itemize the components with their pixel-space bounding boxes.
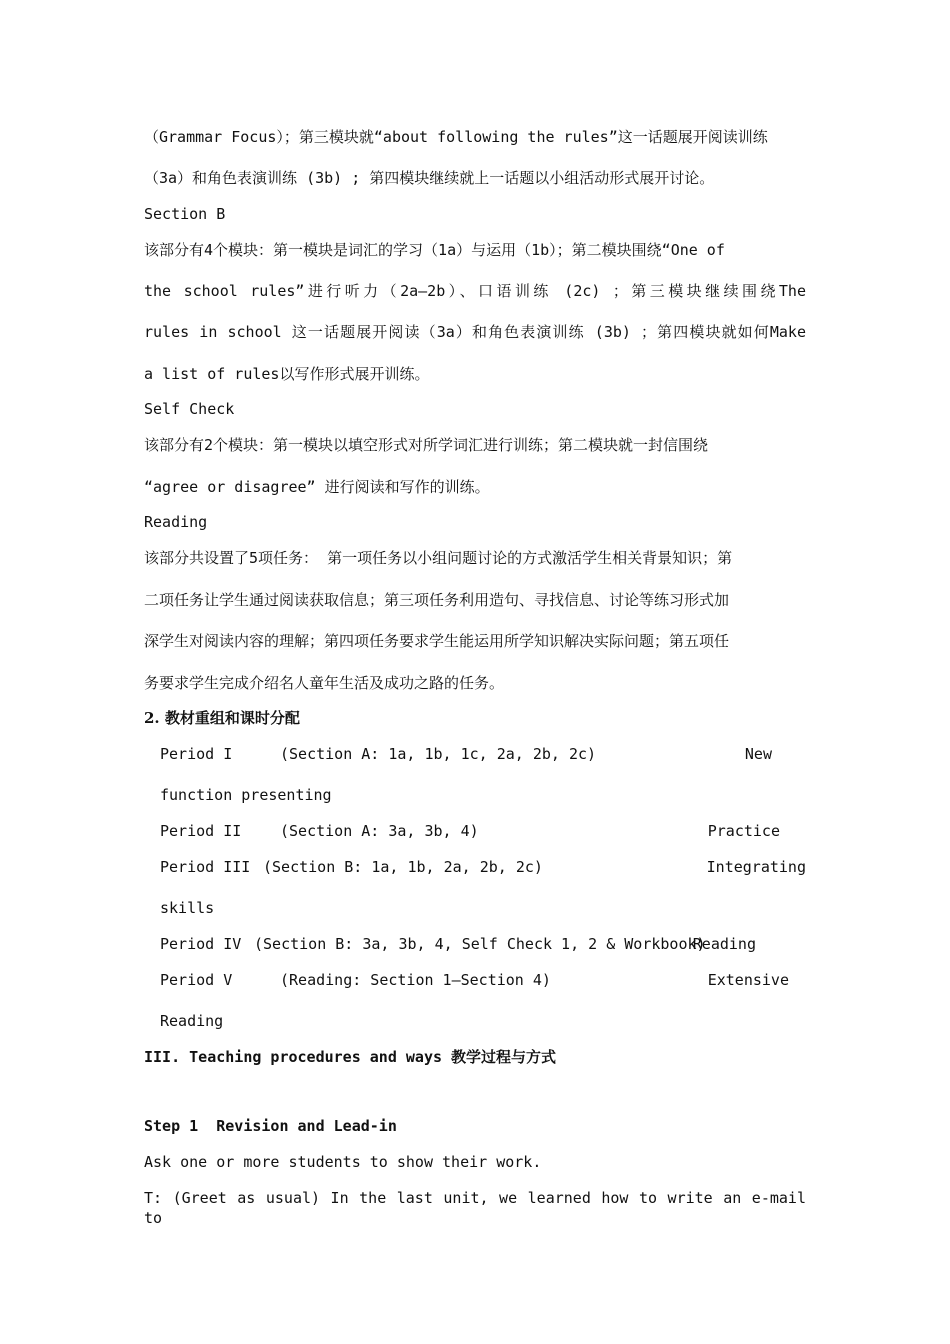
section-b-line-4: a list of rules以写作形式展开训练。 xyxy=(144,365,430,383)
reading-line-3: 深学生对阅读内容的理解；第四项任务要求学生能运用所学知识解决实际问题；第五项任 xyxy=(144,632,730,650)
reading-line-2: 二项任务让学生通过阅读获取信息；第三项任务利用造句、寻找信息、讨论等练习形式加 xyxy=(144,591,730,609)
period-2-type: Practice xyxy=(707,822,780,840)
period-4-content: (Section B: 3a, 3b, 4, Self Check 1, 2 & Workbook) xyxy=(254,935,706,953)
section-b-line-1: 该部分有4个模块：第一模块是词汇的学习（1a）与运用（1b）；第二模块围绕“One of xyxy=(144,241,725,259)
period-3-type: Integrating xyxy=(706,858,806,876)
reorg-heading: 2. 教材重组和课时分配 xyxy=(144,709,300,727)
step-1-line-2: T: (Greet as usual) In the last unit, we learned how to write an e-mail to xyxy=(144,1189,806,1227)
period-3-name: Period III xyxy=(160,858,251,876)
period-3-content: (Section B: 1a, 1b, 2a, 2b, 2c) xyxy=(263,858,543,876)
procedures-heading: III. Teaching procedures and ways 教学过程与方式 xyxy=(144,1048,557,1066)
section-b-line-2: the school rules”进行听力（2a—2b）、口语训练 (2c) ；第三模块继续围绕The xyxy=(144,282,806,300)
section-b-line-3: rules in school 这一话题展开阅读（3a）和角色表演训练 (3b) ；第四模块就如何Make xyxy=(144,323,806,341)
period-5-name: Period V xyxy=(160,971,233,989)
reading-heading: Reading xyxy=(144,513,208,531)
period-2-name: Period II xyxy=(160,822,242,840)
reading-line-1: 该部分共设置了5项任务： 第一项任务以小组问题讨论的方式激活学生相关背景知识；第 xyxy=(144,549,733,567)
section-a-line-1: （Grammar Focus）；第三模块就“about following the rules”这一话题展开阅读训练 xyxy=(144,128,768,146)
step-1-heading: Step 1 Revision and Lead-in xyxy=(144,1117,397,1135)
self-check-heading: Self Check xyxy=(144,400,235,418)
period-3-type-cont: skills xyxy=(160,899,215,917)
period-5-type-cont: Reading xyxy=(160,1012,224,1030)
period-2-content: (Section A: 3a, 3b, 4) xyxy=(280,822,479,840)
section-a-line-2: （3a）和角色表演训练 (3b) ; 第四模块继续就上一话题以小组活动形式展开讨论。 xyxy=(144,169,715,187)
reading-line-4: 务要求学生完成介绍名人童年生活及成功之路的任务。 xyxy=(144,674,505,692)
period-1-type-cont: function presenting xyxy=(160,786,332,804)
period-5-type: Extensive xyxy=(707,971,789,989)
period-4-type: Reading xyxy=(692,935,756,953)
period-4-name: Period IV xyxy=(160,935,242,953)
period-1-name: Period I xyxy=(160,745,233,763)
section-b-heading: Section B xyxy=(144,205,226,223)
step-1-line-1: Ask one or more students to show their work. xyxy=(144,1153,542,1171)
self-check-line-1: 该部分有2个模块：第一模块以填空形式对所学词汇进行训练；第二模块就一封信围绕 xyxy=(144,436,709,454)
period-1-content: (Section A: 1a, 1b, 1c, 2a, 2b, 2c) xyxy=(280,745,597,763)
period-5-content: (Reading: Section 1—Section 4) xyxy=(280,971,551,989)
self-check-line-2: “agree or disagree” 进行阅读和写作的训练。 xyxy=(144,478,490,496)
period-1-type: New xyxy=(744,745,772,763)
